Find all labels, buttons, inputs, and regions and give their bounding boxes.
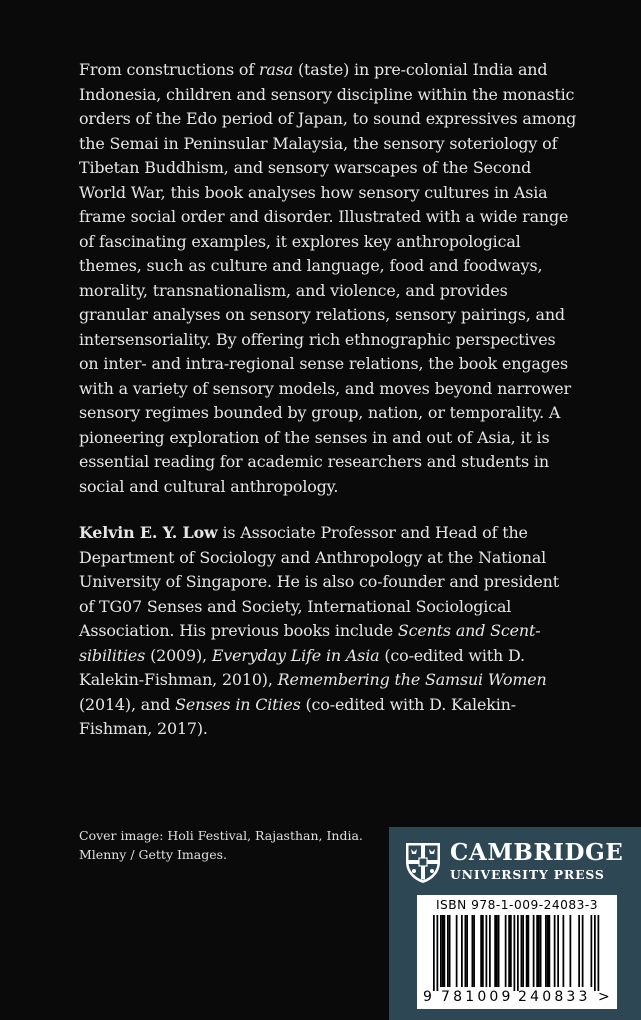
barcode-bar — [505, 915, 507, 987]
barcode-bar — [437, 915, 439, 991]
book-description: From constructions of rasa (taste) in pre-colonial India and Indonesia, children and sensory discipline within the monastic orders of the Edo period of Japan, to sound expressives among the Semai in Peninsular Malaysia, the sensory soteriology of Tibetan Buddhism, and sensory warscapes of the Second World War, this book analyses how sensory cultures in Asia frame social order and disorder. Illustrated with a wide range of fascinating examples, it explores key anthropological themes, such as culture and language, food and foodways, morality, transnationalism, and violence, and provides granular analyses on sensory relations, sensory pairings, and intersensoriality. By offering rich ethnographic perspectives on inter- and intra-regional sense relations, the book engages with a variety of sensory models, and moves beyond narrower sensory regimes bounded by group, nation, or temporality. A pioneering exploration of the senses in and out of Asia, it is essential reading for academic researchers and students in social and cultural anthropology. — [79, 60, 577, 496]
barcode-bar — [466, 915, 468, 987]
barcode-digits — [417, 989, 617, 1007]
barcode-bar — [442, 915, 444, 987]
university-crest-icon — [405, 842, 441, 884]
barcode-bar — [545, 915, 547, 987]
barcode-bar — [570, 915, 572, 987]
barcode-bar — [461, 915, 463, 987]
barcode-bar — [528, 915, 530, 987]
barcode-bar — [482, 915, 484, 987]
barcode-bar — [510, 915, 512, 987]
barcode-bar — [538, 915, 540, 987]
publisher-panel — [389, 827, 641, 1020]
barcode-bar — [433, 915, 435, 991]
italic-title: Everyday Life in Asia — [211, 645, 380, 665]
isbn-barcode — [417, 895, 617, 1009]
barcode-bar — [554, 915, 556, 987]
barcode-bar — [557, 915, 559, 987]
barcode-bar — [598, 915, 600, 991]
publisher-name-line-1: CAMBRIDGE — [450, 839, 624, 866]
barcode-bars — [417, 895, 617, 991]
italic-title: rasa — [258, 60, 294, 79]
italic-title: Scents and Scent-sibilities — [79, 621, 541, 665]
barcode-bar — [591, 915, 593, 987]
barcode-bar — [533, 915, 535, 987]
barcode-bar — [522, 915, 524, 987]
barcode-bar — [536, 915, 538, 987]
barcode-bar — [494, 915, 496, 987]
publisher-name-line-2: UNIVERSITY PRESS — [450, 867, 605, 882]
barcode-bar — [472, 915, 474, 987]
barcode-digits-left: 781009 — [441, 989, 514, 1005]
barcode-bar — [449, 915, 451, 987]
barcode-digit-prefix: 9 — [423, 989, 432, 1005]
barcode-quiet-zone-mark: > — [598, 989, 610, 1005]
barcode-bar — [540, 915, 542, 987]
barcode-bar — [594, 915, 596, 991]
barcode-bar — [496, 915, 498, 987]
barcode-bar — [456, 915, 458, 987]
isbn-label: ISBN 978-1-009-24083-3 — [435, 898, 599, 912]
publisher-name — [450, 839, 623, 883]
cover-image-credit — [79, 826, 379, 864]
barcode-bar — [444, 915, 446, 987]
barcode-bar — [447, 915, 449, 987]
publisher-logo — [405, 839, 625, 889]
barcode-bar — [473, 915, 475, 987]
author-name: Kelvin E. Y. Low — [79, 523, 218, 542]
barcode-bar — [549, 915, 551, 987]
barcode-digits-right: 240833 — [518, 989, 591, 1005]
cover-credit-line-2: Mlenny / Getty Images. — [79, 847, 228, 862]
barcode-bar — [547, 915, 549, 987]
barcode-bar — [526, 915, 528, 987]
barcode-bar — [521, 915, 523, 987]
barcode-bar — [578, 915, 580, 987]
barcode-bar — [563, 915, 565, 987]
barcode-bar — [514, 915, 516, 991]
back-cover-text — [79, 58, 579, 742]
barcode-bar — [465, 915, 467, 987]
barcode-bar — [440, 915, 442, 987]
barcode-bar — [582, 915, 584, 987]
italic-title: Remembering the Samsui Women — [277, 670, 547, 689]
barcode-bar — [498, 915, 500, 987]
barcode-bar — [517, 915, 519, 991]
italic-title: Senses in Cities — [175, 694, 301, 714]
barcode-bar — [480, 915, 482, 987]
barcode-bar — [489, 915, 491, 987]
barcode-bar — [486, 915, 488, 987]
author-bio: Kelvin E. Y. Low is Associate Professor and Head of the Department of Sociology and Anthropology at the National University of Singapore. He is also co-founder and president of TG07 Senses and Society, International Sociological Association. His previous books include Scents and Scent-sibilities (2009), Everyday Life in Asia (co-edited with D. Kalekin-Fishman, 2010), Remembering the Samsui Women (2014), and Senses in Cities (co-edited with D. Kalekin-Fishman, 2017). — [79, 523, 559, 738]
cover-credit-line-1: Cover image: Holi Festival, Rajasthan, India. — [79, 828, 363, 843]
barcode-bar — [508, 915, 510, 987]
